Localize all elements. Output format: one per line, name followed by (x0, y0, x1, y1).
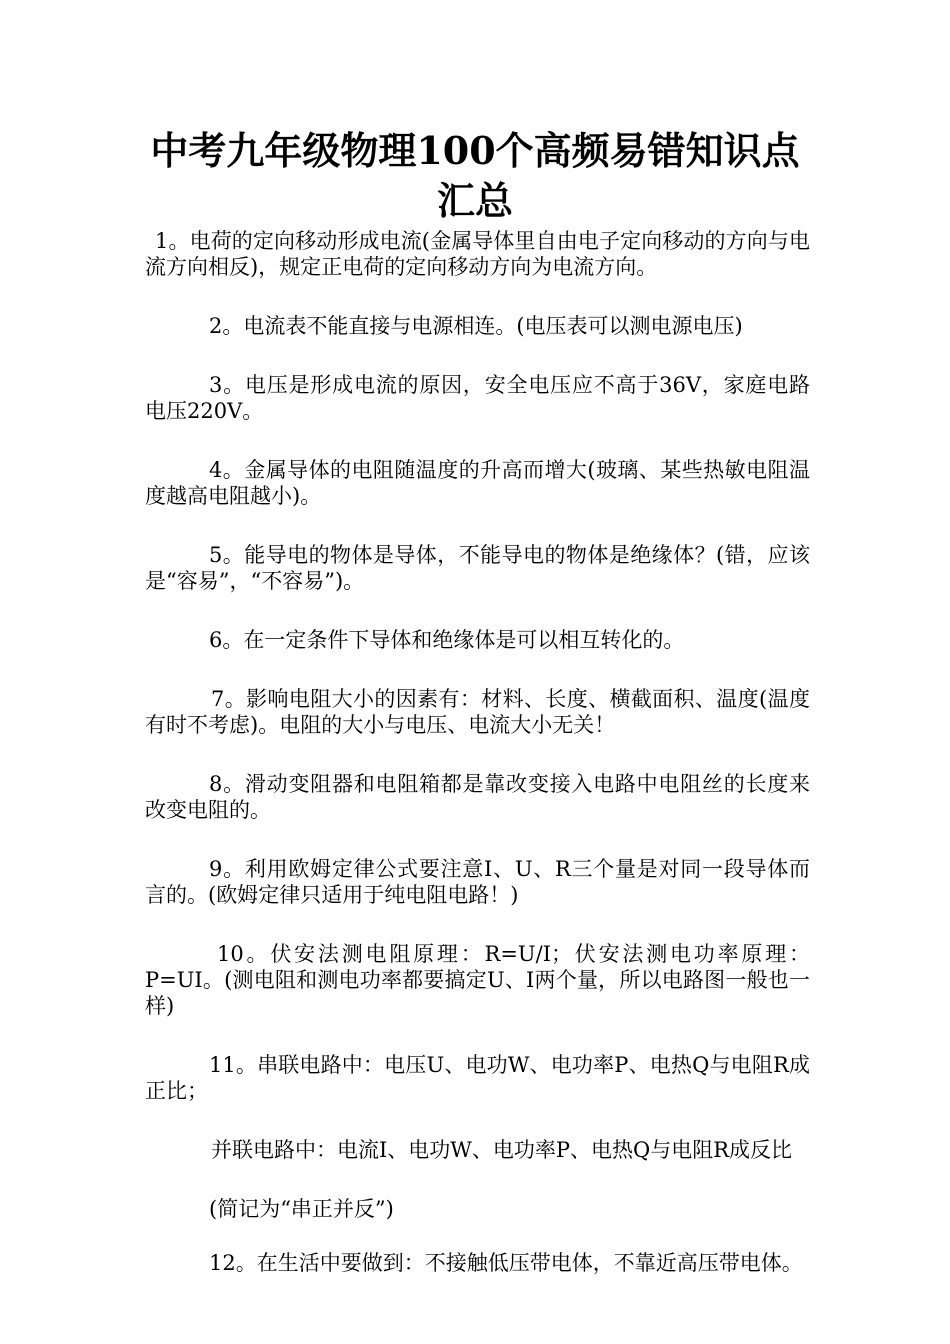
paragraph-11-parallel: 并联电路中：电流I、电功W、电功率P、电热Q与电阻R成反比 (211, 1138, 793, 1162)
paragraph-1: 1。电荷的定向移动形成电流(金属导体里自由电子定向移动的方向与电流方向相反)，规定正电荷的定向移动方向为电流方向。 (145, 229, 810, 279)
paragraph-3: 3。电压是形成电流的原因，安全电压应不高于36V，家庭电路电压220V。 (145, 373, 810, 423)
paragraph-7: 7。影响电阻大小的因素有：材料、长度、横截面积、温度(温度有时不考虑)。电阻的大小与电压、电流大小无关！ (145, 687, 810, 737)
paragraph-4: 4。金属导体的电阻随温度的升高而增大(玻璃、某些热敏电阻温度越高电阻越小)。 (145, 458, 810, 508)
paragraph-10: 10。伏安法测电阻原理：R=U/I；伏安法测电功率原理：P=UI。(测电阻和测电功率都要搞定U、I两个量，所以电路图一般也一样) (145, 942, 810, 1018)
paragraph-12: 12。在生活中要做到：不接触低压带电体，不靠近高压带电体。 (209, 1251, 803, 1275)
document-title: 中考九年级物理100个高频易错知识点汇总 (150, 128, 800, 223)
paragraph-6: 6。在一定条件下导体和绝缘体是可以相互转化的。 (209, 628, 685, 652)
paragraph-11-series: 11。串联电路中：电压U、电功W、电功率P、电热Q与电阻R成正比； (145, 1053, 810, 1103)
document-body (145, 228, 810, 1309)
paragraph-5: 5。能导电的物体是导体，不能导电的物体是绝缘体？(错，应该是“容易”，“不容易”)。 (145, 543, 810, 593)
paragraph-8: 8。滑动变阻器和电阻箱都是靠改变接入电路中电阻丝的长度来改变电阻的。 (145, 772, 810, 822)
paragraph-2: 2。电流表不能直接与电源相连。(电压表可以测电源电压) (209, 314, 743, 338)
paragraph-11-mnemonic: (简记为“串正并反”) (209, 1197, 394, 1221)
paragraph-9: 9。利用欧姆定律公式要注意I、U、R三个量是对同一段导体而言的。(欧姆定律只适用于纯电阻电路！) (145, 857, 810, 907)
